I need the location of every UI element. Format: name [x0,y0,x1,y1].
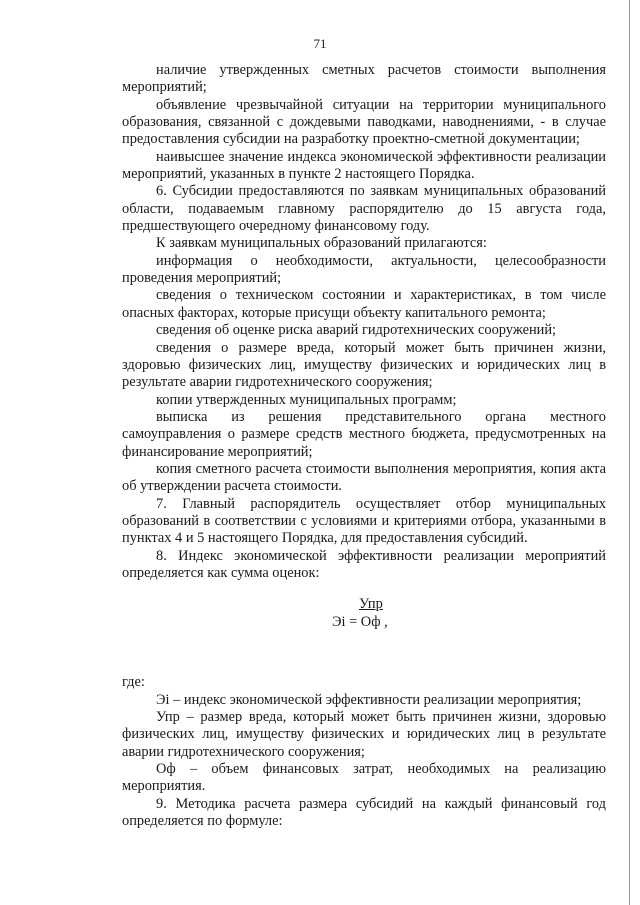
formula [122,590,606,660]
paragraph: Упр – размер вреда, который может быть причинен жизни, здоровью физических лиц, имуществу физических и юридических лиц в результате аварии гидротехнического сооружения; [122,709,606,760]
paragraph: копии утвержденных муниципальных программ; [156,391,457,408]
paragraph: выписка из решения представительного органа местного самоуправления о размере средств местного бюджета, предусмотренных на финансирование мероприятий; [122,408,606,460]
paragraph: 8. Индекс экономической эффективности реализации мероприятий определяется как сумма оценок: [122,547,606,581]
paragraph: информация о необходимости, актуальности, целесообразности проведения мероприятий; [122,252,606,287]
paragraph: 7. Главный распорядитель осуществляет отбор муниципальных образований в соответствии с условиями и критериями отбора, указанными в пунктах 4 и 5 настоящего Порядка, для предоставления субсидий. [122,495,606,547]
document-body [122,62,606,830]
paragraph: 6. Субсидии предоставляются по заявкам муниципальных образований области, подаваемым главному распорядителю до 15 августа года, предшествующего очередному финансовому году. [122,183,606,235]
paragraph: копия сметного расчета стоимости выполнения мероприятия, копия акта об утверждении расчета стоимости. [122,460,606,495]
paragraph: 9. Методика расчета размера субсидий на каждый финансовый год определяется по формуле: [122,795,606,830]
paragraph: сведения о техническом состоянии и характеристиках, в том числе опасных факторах, которые присущи объекту капитального ремонта; [122,287,606,321]
paragraph: сведения о размере вреда, который может быть причинен жизни, здоровью физических лиц, имуществу физических и юридических лиц в результате аварии гидротехнического сооружения; [122,339,606,391]
page-number: 71 [313,36,327,51]
paragraph: Эi – индекс экономической эффективности реализации мероприятия; [156,691,582,708]
scan-edge-line [629,0,630,905]
paragraph: Оф – объем финансовых затрат, необходимых на реализацию мероприятия. [122,761,606,795]
paragraph: наивысшее значение индекса экономической эффективности реализации мероприятий, указанных в пункте 2 настоящего Порядка. [122,148,606,183]
paragraph: К заявкам муниципальных образований прилагаются: [156,235,487,252]
paragraph: объявление чрезвычайной ситуации на территории муниципального образования, связанной с дождевыми паводками, наводнениями, - в случае предоставления субсидии на разработку проектно-сметной документации; [122,96,606,148]
paragraph: наличие утвержденных сметных расчетов стоимости выполнения мероприятий; [122,62,606,96]
paragraph: сведения об оценке риска аварий гидротехнических сооружений; [156,322,557,339]
formula-equation: Эi = Оф , [332,614,388,631]
formula-numerator: Упр [359,596,383,613]
where-label: где: [122,674,145,691]
